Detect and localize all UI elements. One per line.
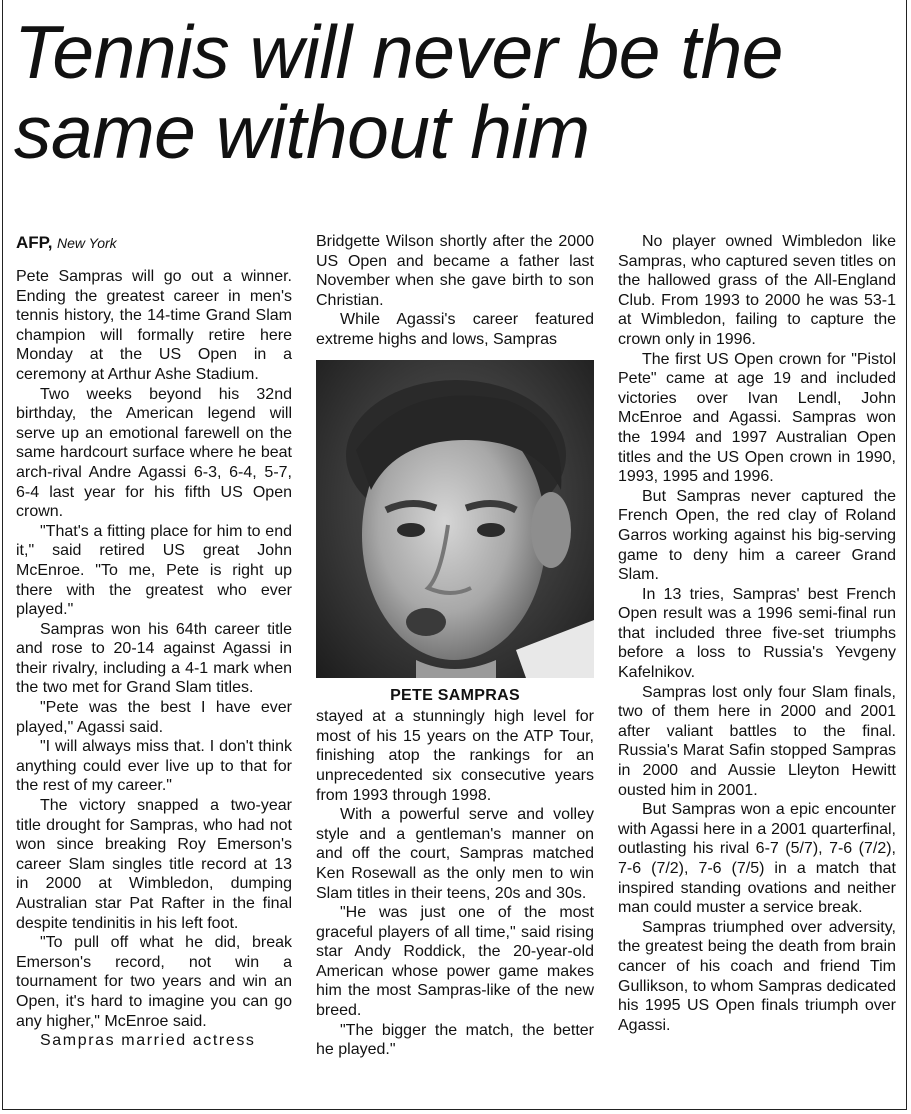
headline-line-2: same without him xyxy=(14,90,590,174)
paragraph: "To pull off what he did, break Emerson's record, not win a tournament for two years and win an Open, it's hard to imagine you can go any higher," McEnroe said. xyxy=(16,934,292,1030)
dateline xyxy=(16,232,292,255)
article-column-3 xyxy=(618,232,896,1035)
player-photo xyxy=(316,360,594,678)
paragraph: The victory snapped a two-year title drought for Sampras, who had not won since breaking Roy Emerson's career Slam singles title record at 13 in 2000 at Wimbledon, dumping Australian star Pat Rafter in the final despite tendinitis in his left foot. xyxy=(16,797,292,932)
dateline-agency: AFP, xyxy=(16,233,53,252)
paragraph: But Sampras won a epic encounter with Agassi here in a 2001 quarterfinal, outlasting his rival 6-7 (5/7), 7-6 (7/2), 7-6 (7/2), 7-6 (7/5) in a match that inspired standing ovations and neither man could muster a service break. xyxy=(618,801,896,917)
article-column-1 xyxy=(16,232,292,1051)
headline-line-1: Tennis will never be the xyxy=(14,10,784,94)
photo-caption: PETE SAMPRAS xyxy=(390,686,520,704)
dateline-city: New York xyxy=(57,235,117,251)
paragraph: Sampras married actress xyxy=(40,1032,256,1050)
article-headline xyxy=(14,12,904,172)
paragraph: "That's a fitting place for him to end it," said retired US great John McEnroe. "To me, Pete is right up there with the greatest who ever played." xyxy=(16,522,292,619)
paragraph: In 13 tries, Sampras' best French Open result was a 1996 semi-final run that included three five-set triumphs before a loss to Russia's Yevgeny Kafelnikov. xyxy=(618,585,896,682)
paragraph: "He was just one of the most graceful players of all time," said rising star Andy Roddick, the 20-year-old American whose power game makes him the most Sampras-like of the new breed. xyxy=(316,904,594,1020)
article-column-2 xyxy=(316,232,594,1060)
paragraph: Sampras won his 64th career title and rose to 20-14 against Agassi in their rivalry, including a 4-1 mark when the two met for Grand Slam titles. xyxy=(16,620,292,697)
paragraph: stayed at a stunningly high level for most of his 15 years on the ATP Tour, finishing atop the rankings for an unprecedented six consecutive years from 1993 through 1998. xyxy=(316,708,594,804)
paragraph: The first US Open crown for "Pistol Pete" came at age 19 and included victories over Ivan Lendl, John McEnroe and Agassi. Sampras won the 1994 and 1997 Australian Open titles and the US Open crown in 1990, 1993, 1995 and 1996. xyxy=(618,350,896,486)
player-portrait-image xyxy=(316,360,594,678)
paragraph: "I will always miss that. I don't think anything could ever live up to that for the rest of my career." xyxy=(16,738,292,795)
paragraph: But Sampras never captured the French Open, the red clay of Roland Garros working against his big-serving game to deny him a career Grand Slam. xyxy=(618,487,896,584)
paragraph: With a powerful serve and volley style and a gentleman's manner on and off the court, Sampras matched Ken Rosewall as the only men to win Slam titles in their teens, 20s and 30s. xyxy=(316,806,594,902)
paragraph: Pete Sampras will go out a winner. Ending the greatest career in men's tennis history, the 14-time Grand Slam champion will formally retire here Monday at the US Open in a ceremony at Arthur Ashe Stadium. xyxy=(16,268,292,383)
paragraph: While Agassi's career featured extreme highs and lows, Sampras xyxy=(316,311,594,348)
paragraph: "The bigger the match, the better he played." xyxy=(316,1021,594,1059)
paragraph: Sampras triumphed over adversity, the greatest being the death from brain cancer of his coach and friend Tim Gullikson, to whom Sampras dedicated his 1995 US Open finals triumph over Agassi. xyxy=(618,918,896,1034)
paragraph: Two weeks beyond his 32nd birthday, the American legend will serve up an emotional farewell on the same hardcourt surface where he beat arch-rival Andre Agassi 6-3, 6-4, 5-7, 6-4 last year for his fifth US Open crown. xyxy=(16,385,292,521)
paragraph: "Pete was the best I have ever played," Agassi said. xyxy=(16,699,292,736)
paragraph: Sampras lost only four Slam finals, two of them here in 2000 and 2001 after valiant battles to the final. Russia's Marat Safin stopped Sampras in 2000 and Aussie Lleyton Hewitt ousted him in 2001. xyxy=(618,683,896,799)
paragraph: No player owned Wimbledon like Sampras, who captured seven titles on the hallowed grass of the All-England Club. From 1993 to 2000 he was 53-1 at Wimbledon, failing to capture the crown only in 1996. xyxy=(618,233,896,348)
paragraph: Bridgette Wilson shortly after the 2000 US Open and became a father last November when she gave birth to son Christian. xyxy=(316,233,594,309)
